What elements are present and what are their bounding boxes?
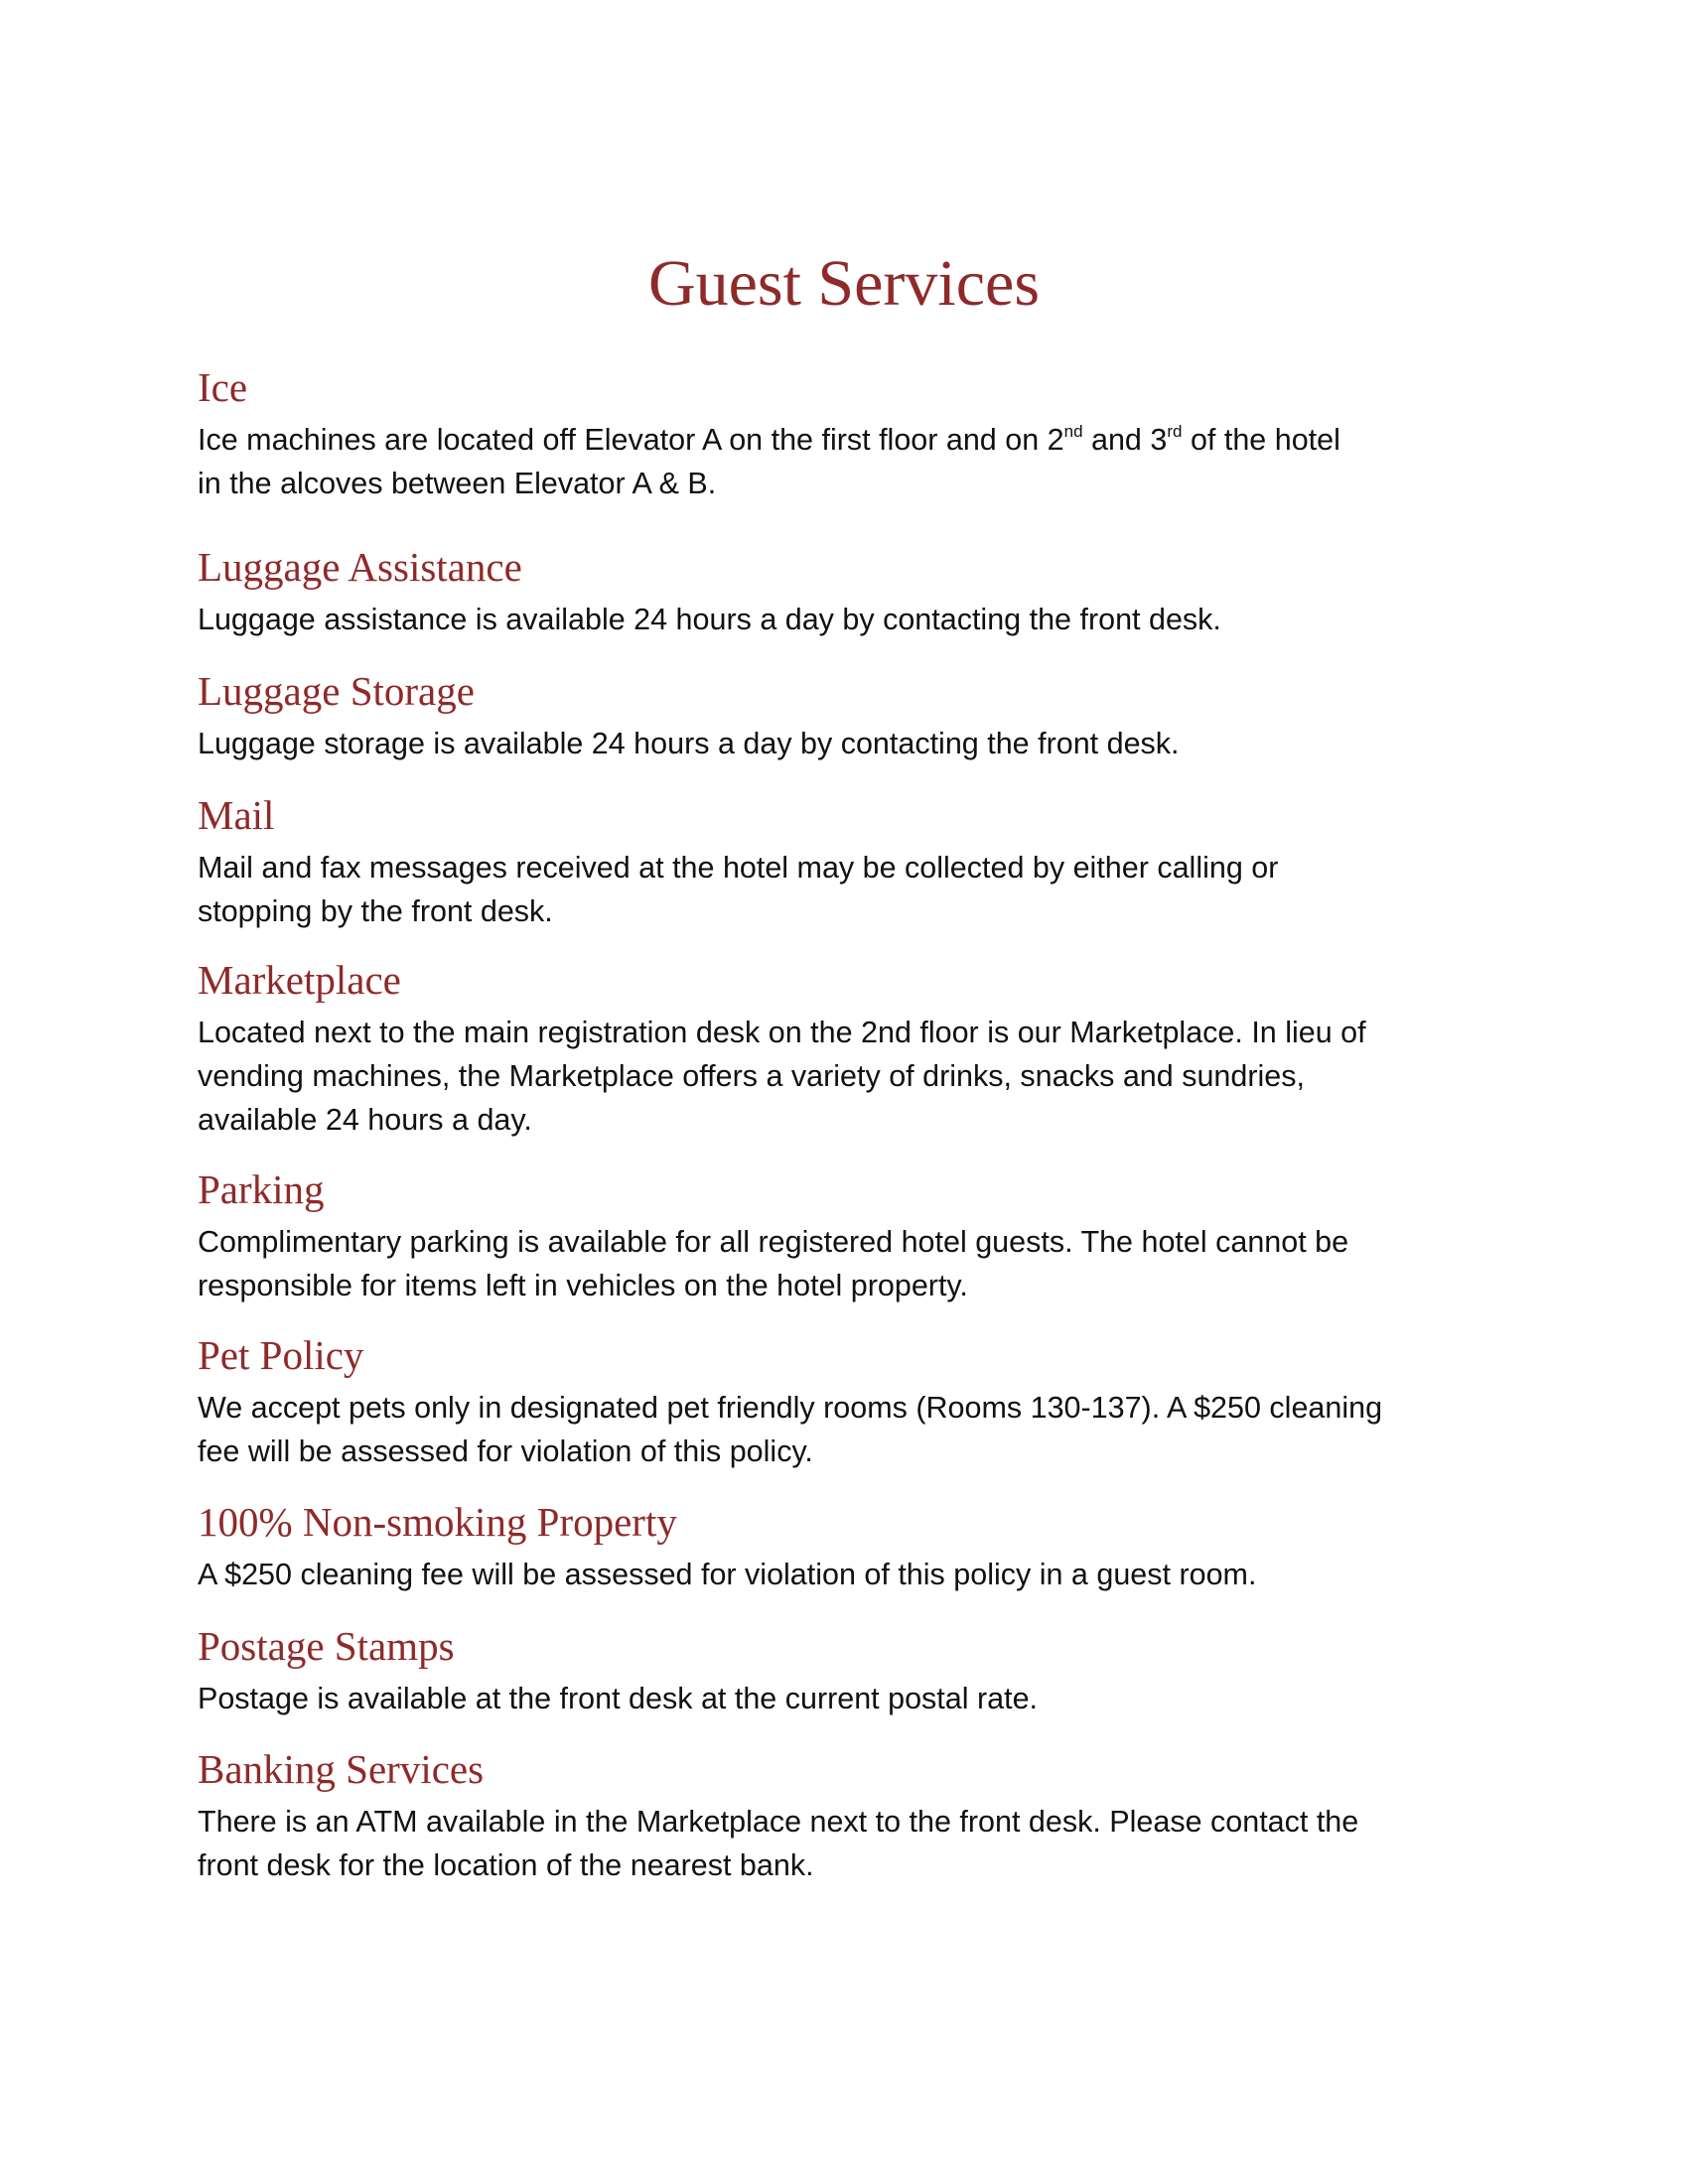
section-body: A $250 cleaning fee will be assessed for violation of this policy in a guest room. — [198, 1558, 1257, 1591]
body-text: Ice machines are located off Elevator A on the first floor and on 2 — [198, 423, 1064, 457]
section-parking — [198, 1164, 1498, 1307]
section-pet-policy — [198, 1330, 1498, 1473]
section-non-smoking — [198, 1497, 1498, 1596]
body-text: of the hotel in the alcoves between Elevator A & B. — [198, 423, 1340, 500]
section-banking-services — [198, 1744, 1498, 1887]
section-body: Mail and fax messages received at the hotel may be collected by either calling or stopping by the front desk. — [198, 851, 1279, 928]
page-title: Guest Services — [647, 247, 1041, 320]
section-body: We accept pets only in designated pet friendly rooms (Rooms 130-137). A $250 cleaning fee will be assessed for violation of this policy. — [198, 1391, 1383, 1468]
body-text: and 3 — [1082, 423, 1168, 457]
section-body — [198, 418, 1498, 505]
section-heading: Ice — [198, 364, 248, 410]
ordinal-suffix: rd — [1167, 421, 1183, 441]
section-body: There is an ATM available in the Marketplace next to the front desk. Please contact the front desk for the location of the nearest bank. — [198, 1805, 1359, 1882]
section-heading: Mail — [198, 792, 275, 838]
section-heading: 100% Non-smoking Property — [198, 1499, 677, 1545]
section-luggage-assistance — [198, 542, 1498, 641]
section-luggage-storage — [198, 666, 1498, 765]
section-heading: Pet Policy — [198, 1332, 364, 1378]
section-postage-stamps — [198, 1621, 1498, 1720]
section-marketplace — [198, 955, 1498, 1142]
section-heading: Parking — [198, 1166, 325, 1212]
section-heading: Marketplace — [198, 957, 401, 1003]
ordinal-suffix: nd — [1063, 421, 1083, 441]
section-heading: Postage Stamps — [198, 1623, 455, 1669]
section-mail — [198, 790, 1498, 933]
section-heading: Luggage Storage — [198, 668, 475, 714]
section-body: Complimentary parking is available for all registered hotel guests. The hotel cannot be responsible for items left in vehicles on the hotel property. — [198, 1225, 1349, 1302]
section-body: Located next to the main registration desk on the 2nd floor is our Marketplace. In lieu of vending machines, the Marketplace offers a variety of drinks, snacks and sundries, available 24 hours a day. — [198, 1016, 1366, 1137]
section-body: Luggage assistance is available 24 hours a day by contacting the front desk. — [198, 603, 1221, 636]
section-heading: Luggage Assistance — [198, 544, 522, 590]
section-ice — [198, 362, 1498, 505]
section-body: Postage is available at the front desk at the current postal rate. — [198, 1682, 1039, 1715]
section-body: Luggage storage is available 24 hours a day by contacting the front desk. — [198, 727, 1180, 760]
section-heading: Banking Services — [198, 1746, 485, 1792]
